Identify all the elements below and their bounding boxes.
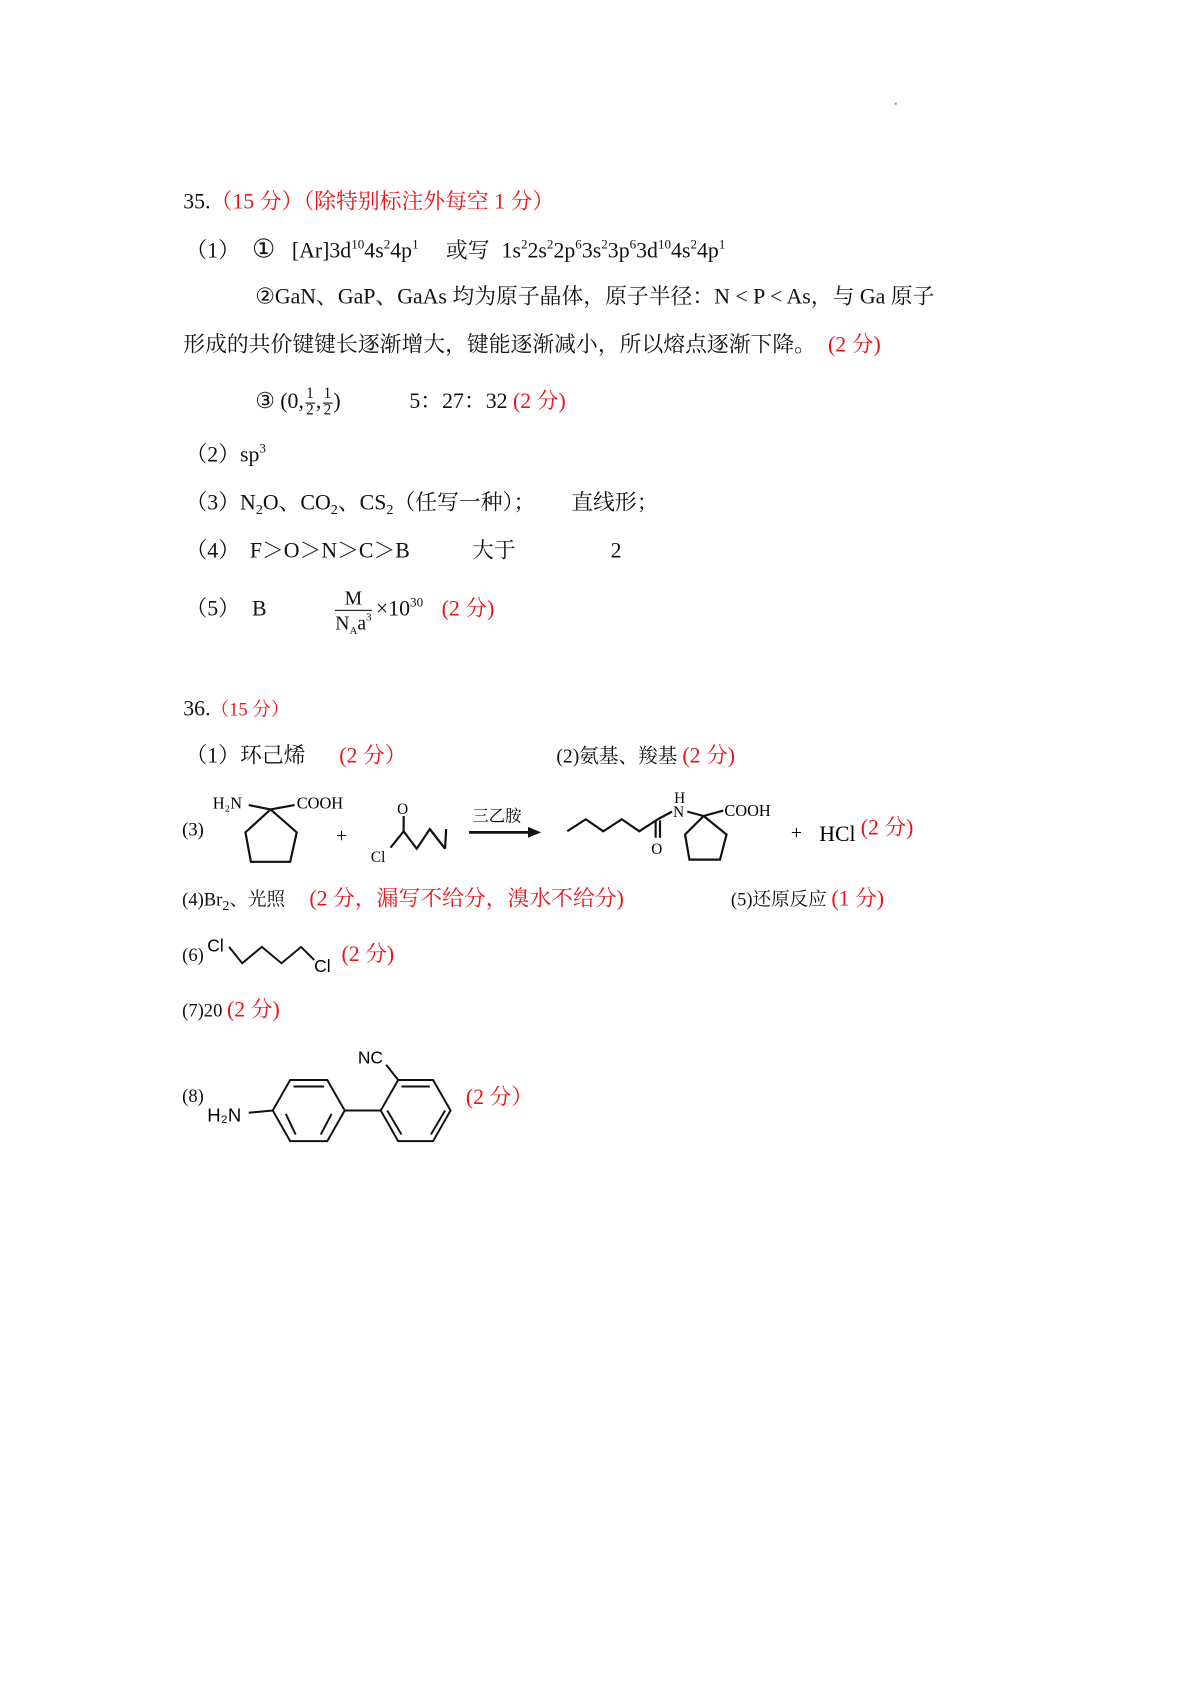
supscript: 2 — [520, 236, 528, 252]
hydrogen-label: H — [674, 789, 686, 807]
denominator: 2 — [323, 402, 332, 419]
nitrile-label: NC — [357, 1047, 384, 1068]
exponent: 30 — [410, 594, 424, 610]
aminobiphenyl-carbonitrile-structure — [249, 1065, 451, 1141]
part-answer: （1）环己烯 — [185, 743, 306, 768]
oxygen-label: O — [651, 841, 663, 859]
supscript: 2 — [546, 236, 554, 252]
part-label: （1） — [185, 238, 240, 263]
text-segment: 3p — [607, 238, 630, 263]
supscript: 6 — [575, 236, 582, 252]
q36-p6-label: (6) — [182, 944, 204, 966]
supscript: 2 — [383, 236, 391, 252]
q36-p8-label: (8) — [182, 1085, 204, 1107]
circled-number: ① — [251, 235, 276, 264]
score: (2 分，漏写不给分，溴水不给分) — [309, 886, 624, 911]
numerator: 1 — [323, 386, 332, 403]
part-answer: (2)氨基、羧基 — [556, 745, 678, 767]
amine-label: H₂N — [212, 793, 243, 813]
count: 2 — [610, 538, 622, 563]
den-exp: 3 — [366, 611, 372, 624]
text-segment: 1s — [501, 238, 521, 263]
text-segment: （任写一种）； — [393, 490, 536, 515]
chlorine-label: Cl — [370, 848, 386, 866]
q35-score-note: （15 分）（除特别标注外每空 1 分） — [210, 189, 555, 214]
acid-label: COOH — [296, 793, 344, 813]
atom-ratio: 5：27：32 — [409, 389, 508, 414]
score: (2 分） — [339, 743, 407, 768]
comparison: 大于 — [472, 538, 516, 563]
text-segment: N — [239, 490, 256, 515]
text-segment: 、CS — [337, 490, 387, 515]
text-segment: O、CO — [262, 490, 331, 515]
q36-p7 — [182, 996, 280, 1025]
dichlorobutane-structure — [229, 947, 314, 963]
text-segment: 4p — [390, 238, 413, 263]
supscript: 10 — [351, 236, 365, 252]
subscript: 2 — [222, 896, 230, 914]
text-segment: [Ar]3d — [291, 238, 352, 263]
part-label: （4） — [185, 538, 240, 563]
amide-product — [567, 811, 726, 860]
chlorine-label: Cl — [207, 935, 224, 956]
q36-score-note: （15 分） — [210, 699, 290, 720]
den-a: a — [357, 611, 367, 634]
choice: B — [251, 596, 267, 621]
oxygen-label: O — [397, 800, 409, 818]
supscript: 2 — [601, 236, 608, 252]
byproduct-hcl: HCl — [819, 822, 856, 847]
q36-p4 — [182, 885, 624, 914]
part-label: （2） — [185, 442, 240, 467]
butanoyl-chloride — [391, 816, 447, 849]
score: (2 分) — [226, 998, 280, 1023]
part-answer: (7)20 — [182, 1000, 223, 1022]
score: (2 分) — [441, 596, 495, 621]
part-answer — [182, 889, 286, 914]
text-segment: 2s — [527, 238, 547, 263]
plus-sign: + — [335, 826, 348, 848]
part-label: （5） — [185, 596, 240, 621]
times-ten: ×10 — [375, 596, 411, 621]
text-segment: 4s — [364, 238, 384, 263]
electronegativity-order: F＞O＞N＞C＞B — [249, 538, 410, 563]
acid-label: COOH — [724, 800, 771, 820]
comma: , — [315, 389, 322, 414]
den-A: A — [349, 624, 358, 637]
or-write-label: 或写 — [445, 238, 490, 263]
text-segment: (4)Br — [182, 889, 223, 910]
coord-close: ) — [333, 389, 341, 414]
supscript: 1 — [718, 236, 726, 252]
supscript: 3 — [259, 440, 266, 456]
nitrogen-label: N — [673, 804, 685, 822]
part-answer: (5)还原反应 — [730, 889, 827, 910]
supscript: 1 — [412, 236, 419, 252]
denominator: 2 — [306, 402, 314, 419]
reason-text: 形成的共价键键长逐渐增大，键能逐渐减小，所以熔点逐渐下降。 — [183, 332, 816, 357]
q36-p5 — [731, 885, 884, 914]
numerator: M — [335, 586, 371, 611]
q35-number: 35. — [183, 189, 211, 214]
q35-p1-reason-line1: ②GaN、GaP、GaAs 均为原子晶体，原子半径：N < P < As，与 Ga 原子 — [255, 284, 935, 309]
subscript: 2 — [386, 500, 394, 518]
q36-p8-score: (2 分） — [465, 1085, 534, 1110]
subscript: 2 — [330, 500, 338, 518]
reagent-label: 三乙胺 — [472, 806, 522, 826]
score: (2 分) — [860, 815, 914, 840]
text-segment: 3s — [581, 238, 602, 263]
molecular-shape: 直线形； — [571, 490, 659, 515]
text-segment: 、光照 — [229, 889, 286, 910]
score: (1 分) — [831, 886, 885, 911]
coord-open: (0, — [280, 389, 304, 414]
den-N: N — [335, 611, 350, 634]
aminocyclopentane-carboxylic-acid — [245, 805, 296, 862]
numerator: 1 — [306, 386, 314, 403]
score: (2 分) — [827, 332, 881, 357]
text-segment: 3d — [636, 238, 658, 263]
score: (2 分) — [513, 389, 566, 414]
plus-sign: + — [790, 822, 802, 844]
supscript: 6 — [629, 236, 637, 252]
text-segment: 2p — [553, 238, 576, 263]
reaction-arrow-icon — [469, 827, 541, 838]
subscript: 2 — [255, 500, 263, 518]
part-label: (3) — [182, 819, 204, 841]
score: (2 分) — [682, 743, 736, 768]
text-segment: sp — [239, 442, 260, 467]
text-segment: 4s — [671, 238, 691, 263]
part-label: （3） — [185, 490, 240, 515]
amine-label: H₂N — [207, 1104, 242, 1126]
supscript: 10 — [657, 236, 672, 252]
q36-number: 36. — [183, 697, 211, 722]
supscript: 2 — [690, 236, 698, 252]
text-segment: 4p — [697, 238, 719, 263]
chlorine-label: Cl — [314, 955, 331, 976]
circled-number: ③ — [255, 389, 275, 414]
q36-p6-score: (2 分) — [341, 942, 395, 967]
